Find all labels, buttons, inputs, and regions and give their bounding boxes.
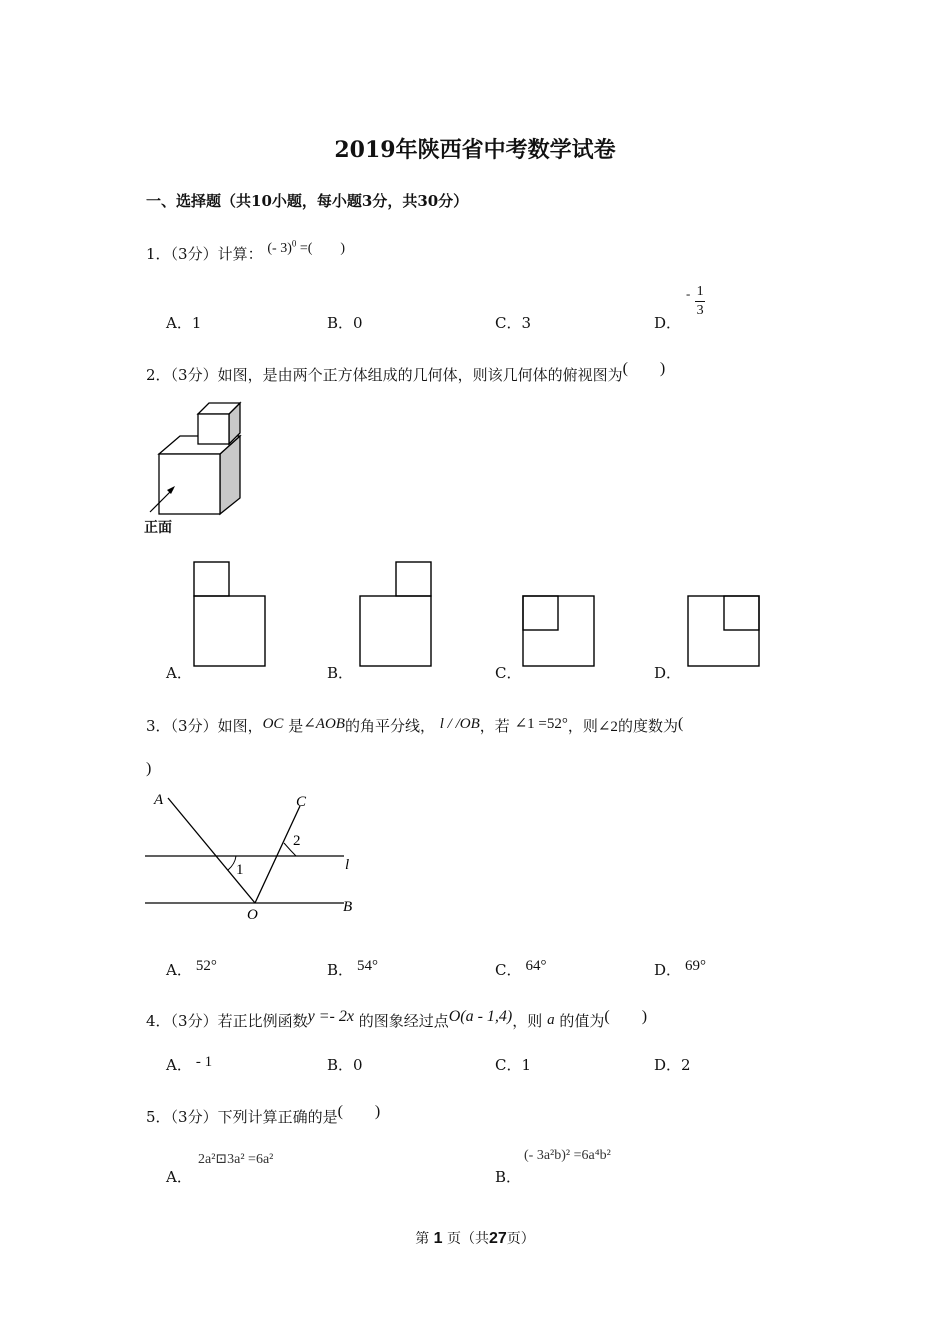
option-value: - 1: [195, 1054, 213, 1070]
fraction-sign: -: [686, 285, 691, 301]
q3-text-d: ，若: [479, 717, 510, 735]
q2-option-d[interactable]: D．: [654, 664, 682, 682]
page-footer: [0, 1228, 950, 1248]
option-label: B．: [495, 1168, 522, 1186]
q2-option-a[interactable]: A．: [166, 664, 192, 682]
q2-option-b[interactable]: B．: [327, 664, 354, 682]
option-label: B．: [327, 961, 354, 979]
numerator: 1: [696, 284, 704, 299]
label-a: A: [154, 792, 164, 808]
q3-text-c: 的角平分线，: [344, 717, 435, 735]
big-cube-front: [159, 454, 220, 514]
option-value: 52°: [195, 958, 217, 974]
option-value: 54°: [357, 958, 379, 974]
question-2-text: 2．（3分）如图，是由两个正方体组成的几何体，则该几何体的俯视图为: [146, 366, 623, 384]
q2-option-c[interactable]: C．: [495, 664, 522, 682]
q3-option-a[interactable]: [166, 959, 217, 980]
label-1: 1: [236, 862, 244, 878]
expr-rest: =( ): [299, 241, 346, 256]
q3-angle1: ∠1 =52°: [514, 716, 568, 732]
label-c: C: [296, 794, 307, 810]
option-label: D．: [654, 961, 682, 979]
question-1: [146, 238, 346, 264]
option-label: A．: [166, 1168, 192, 1186]
q3-oc: OC: [262, 716, 284, 732]
fraction: [695, 284, 705, 319]
q1-option-c[interactable]: C．3: [495, 314, 532, 332]
q3-option-d[interactable]: [654, 959, 706, 980]
q4-option-b[interactable]: B．0: [327, 1056, 363, 1074]
q2-option-a-figure[interactable]: [193, 561, 268, 669]
option-value: 64°: [525, 958, 547, 974]
q5-option-a[interactable]: [166, 1166, 192, 1187]
answer-paren: ( ): [622, 360, 666, 377]
ray-oc: [255, 806, 300, 903]
question-2: [146, 362, 665, 385]
expr-base: (- 3): [267, 241, 292, 256]
fraction-bar: [695, 301, 705, 302]
q4-option-c[interactable]: C．1: [495, 1056, 532, 1074]
q2-option-d-figure[interactable]: [687, 595, 762, 669]
label-l: l: [345, 857, 350, 873]
small-cube-front: [198, 414, 229, 444]
q1-option-d[interactable]: D．: [654, 314, 682, 332]
expr-exponent: 0: [291, 238, 297, 249]
q4-text: 4．（3分）若正比例函数: [146, 1012, 308, 1030]
question-3: [146, 715, 683, 736]
q3-angle-aob: ∠AOB: [303, 716, 345, 732]
q1-option-a[interactable]: A．1: [166, 314, 202, 332]
page-title: 2019年陕西省中考数学试卷: [334, 137, 616, 163]
total-pages: 27: [489, 1230, 507, 1247]
q2-option-c-figure[interactable]: [522, 595, 597, 669]
page-number: 1: [433, 1230, 443, 1247]
denominator: 3: [696, 303, 704, 318]
q5-option-b[interactable]: [495, 1166, 521, 1187]
q1-option-b[interactable]: B．0: [327, 314, 363, 332]
angle-1-arc: [228, 856, 236, 870]
q3-text-b: 是: [288, 717, 304, 735]
footer-text-mid: 页（共: [447, 1231, 489, 1247]
option-label: C．: [495, 961, 522, 979]
q3-text: 3．（3分）如图，: [146, 717, 263, 735]
label-o: O: [247, 907, 258, 923]
q3-text-f: 的度数为: [617, 717, 678, 735]
q2-option-b-figure[interactable]: [359, 561, 434, 669]
q5-option-b-expression: (- 3a²b)² =6a⁴b²: [524, 1148, 611, 1163]
question-1-expression: [267, 238, 346, 256]
option-label: A．: [166, 1056, 192, 1074]
q3-option-b[interactable]: [327, 959, 378, 980]
footer-text: 第: [415, 1231, 430, 1247]
q3-angle2: ∠2: [597, 719, 618, 735]
footer-text-end: 页）: [506, 1231, 535, 1247]
question-5: [146, 1104, 380, 1127]
question-4: [146, 1008, 647, 1031]
q4-text-d: 的值为: [559, 1012, 605, 1030]
q3-parallel: l / /OB: [439, 716, 480, 732]
answer-paren: ( ): [337, 1103, 381, 1120]
answer-paren: ( ): [604, 1008, 648, 1025]
q3-option-c[interactable]: [495, 959, 546, 980]
q4-text-c: ，则: [512, 1012, 543, 1030]
q4-text-b: 的图象经过点: [358, 1012, 449, 1030]
q1-option-d-fraction: [686, 284, 705, 319]
q3-text-e: ，则: [567, 717, 598, 735]
q5-option-a-expression: 2a²⊡3a² =6a²: [198, 1152, 274, 1167]
option-value: 69°: [685, 958, 707, 974]
q3-paren-close: ): [146, 760, 152, 777]
q4-option-a[interactable]: [166, 1054, 212, 1075]
q4-point: O(a - 1,4): [448, 1008, 513, 1025]
question-1-text: 1．（3分）计算：: [146, 245, 263, 263]
q4-function: y =- 2x: [307, 1008, 354, 1025]
option-label: A．: [166, 961, 192, 979]
section-heading: 一、选择题（共10小题，每小题3分，共30分）: [146, 192, 469, 210]
label-b: B: [343, 899, 353, 915]
q3-angle-diagram: [140, 788, 370, 928]
q4-option-d[interactable]: D．2: [654, 1056, 691, 1074]
label-2: 2: [293, 833, 301, 849]
q4-var-a: a: [547, 1012, 555, 1028]
q5-text: 5．（3分）下列计算正确的是: [146, 1108, 338, 1126]
front-label: 正面: [144, 520, 172, 536]
q3-paren-open: (: [677, 715, 684, 732]
ray-oa: [168, 798, 255, 903]
